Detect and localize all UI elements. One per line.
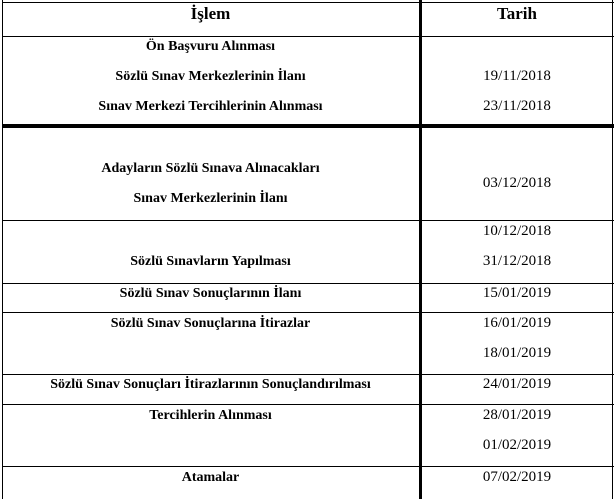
row-7-item-1: Tercihlerin Alınması bbox=[149, 408, 272, 423]
row-2-item-1: Adayların Sözlü Sınava Alınacakları bbox=[101, 161, 320, 176]
row-6-date-1: 24/01/2019 bbox=[482, 376, 552, 392]
row-2-item-2: Sınav Merkezlerinin İlanı bbox=[133, 191, 288, 206]
row-5-date-1: 16/01/2019 bbox=[482, 315, 552, 331]
row-5-item-1: Sözlü Sınav Sonuçlarına İtirazlar bbox=[110, 316, 311, 331]
row-7-date-2: 01/02/2019 bbox=[482, 437, 552, 453]
row-divider bbox=[2, 2, 614, 3]
row-3-date-1: 10/12/2018 bbox=[482, 223, 552, 239]
row-6-item-1: Sözlü Sınav Sonuçları İtirazlarının Sonuçlandırılması bbox=[50, 377, 371, 392]
row-8-date-1: 07/02/2019 bbox=[482, 469, 552, 485]
row-divider-thick bbox=[2, 124, 614, 128]
row-1-item-1: Ön Başvuru Alınması bbox=[145, 39, 276, 54]
row-divider bbox=[2, 466, 614, 467]
row-1-item-3: Sınav Merkezi Tercihlerinin Alınması bbox=[98, 99, 323, 114]
row-1-date-2: 23/11/2018 bbox=[483, 98, 551, 114]
row-8-item-1: Atamalar bbox=[181, 470, 240, 485]
row-1-date-1: 19/11/2018 bbox=[483, 68, 551, 84]
row-divider bbox=[2, 404, 614, 405]
table-border-right bbox=[612, 0, 613, 499]
row-3-item-1: Sözlü Sınavların Yapılması bbox=[130, 254, 291, 269]
row-4-date-1: 15/01/2019 bbox=[482, 285, 552, 301]
header-tarih: Tarih bbox=[496, 4, 537, 23]
row-divider bbox=[2, 312, 614, 313]
row-5-date-2: 18/01/2019 bbox=[482, 345, 552, 361]
row-divider bbox=[2, 220, 614, 221]
header-islem: İşlem bbox=[190, 4, 231, 23]
row-divider bbox=[2, 374, 614, 375]
row-divider bbox=[2, 36, 614, 37]
row-7-date-1: 28/01/2019 bbox=[482, 407, 552, 423]
row-3-date-2: 31/12/2018 bbox=[482, 253, 552, 269]
row-2-date-1: 03/12/2018 bbox=[482, 175, 552, 191]
row-divider bbox=[2, 283, 614, 284]
row-4-item-1: Sözlü Sınav Sonuçlarının İlanı bbox=[119, 286, 302, 301]
row-1-item-2: Sözlü Sınav Merkezlerinin İlanı bbox=[115, 69, 306, 84]
